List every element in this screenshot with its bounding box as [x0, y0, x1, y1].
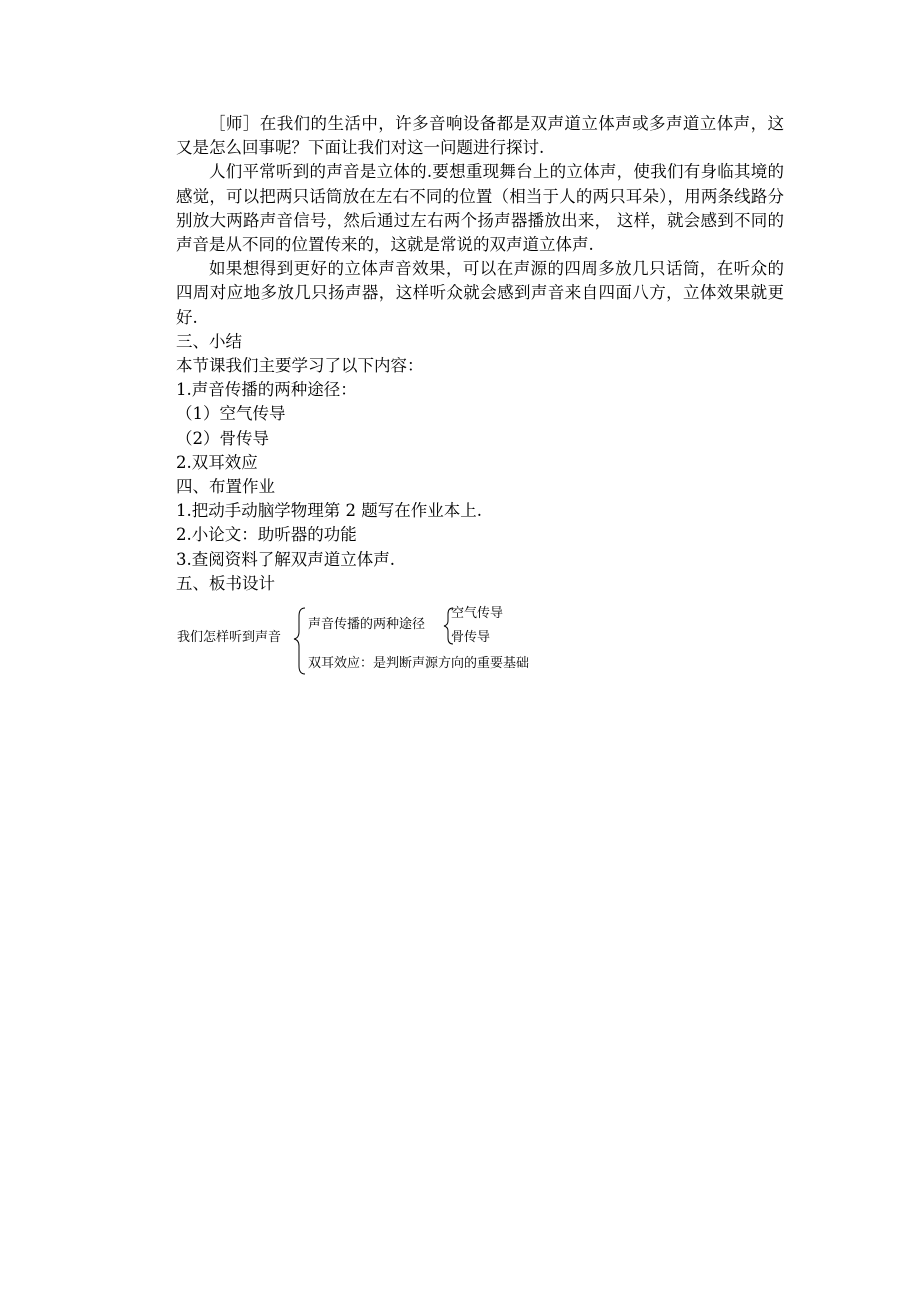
board-leaf-2: 骨传导	[451, 630, 491, 645]
large-brace-icon	[294, 608, 305, 674]
paragraph-stereo-explanation: 人们平常听到的声音是立体的.要想重现舞台上的立体声，使我们有身临其境的感觉，可以把两只话筒放在左右不同的位置（相当于人的两只耳朵），用两条线路分别放大两路声音信号，然后通过左右两个扬声器播放出来， 这样，就会感到不同的声音是从不同的位置传来的，这就是常说的双声道立体声.	[176, 162, 784, 255]
summary-item-2: 2.双耳效应	[176, 452, 258, 472]
homework-heading: 四、布置作业	[176, 477, 275, 497]
summary-item-1: 1.声音传播的两种途径：	[176, 380, 357, 400]
board-design-diagram	[177, 604, 597, 684]
paragraph-better-stereo: 如果想得到更好的立体声音效果，可以在声源的四周多放几只话筒，在听众的四周对应地多放几只扬声器，这样听众就会感到声音来自四面八方，立体效果就更好.	[176, 259, 784, 327]
homework-item-3: 3.查阅资料了解双声道立体声.	[176, 549, 395, 569]
board-root: 我们怎样听到声音	[177, 630, 282, 645]
summary-sub-item-2: （2）骨传导	[176, 428, 269, 448]
homework-item-1: 1.把动手动脑学物理第 2 题写在作业本上.	[176, 501, 482, 521]
homework-item-2: 2.小论文：助听器的功能	[176, 525, 357, 545]
document-body	[176, 112, 784, 596]
summary-sub-item-1: （1）空气传导	[176, 404, 286, 424]
summary-intro: 本节课我们主要学习了以下内容：	[176, 356, 424, 376]
board-design-heading: 五、板书设计	[176, 573, 275, 593]
board-branch-1: 声音传播的两种途径	[308, 617, 426, 632]
board-leaf-1: 空气传导	[451, 606, 504, 621]
board-branch-2: 双耳效应：是判断声源方向的重要基础	[308, 656, 530, 671]
summary-heading: 三、小结	[176, 331, 242, 351]
paragraph-teacher-intro: ［师］在我们的生活中，许多音响设备都是双声道立体声或多声道立体声，这又是怎么回事呢？下面让我们对这一问题进行探讨.	[176, 114, 784, 158]
